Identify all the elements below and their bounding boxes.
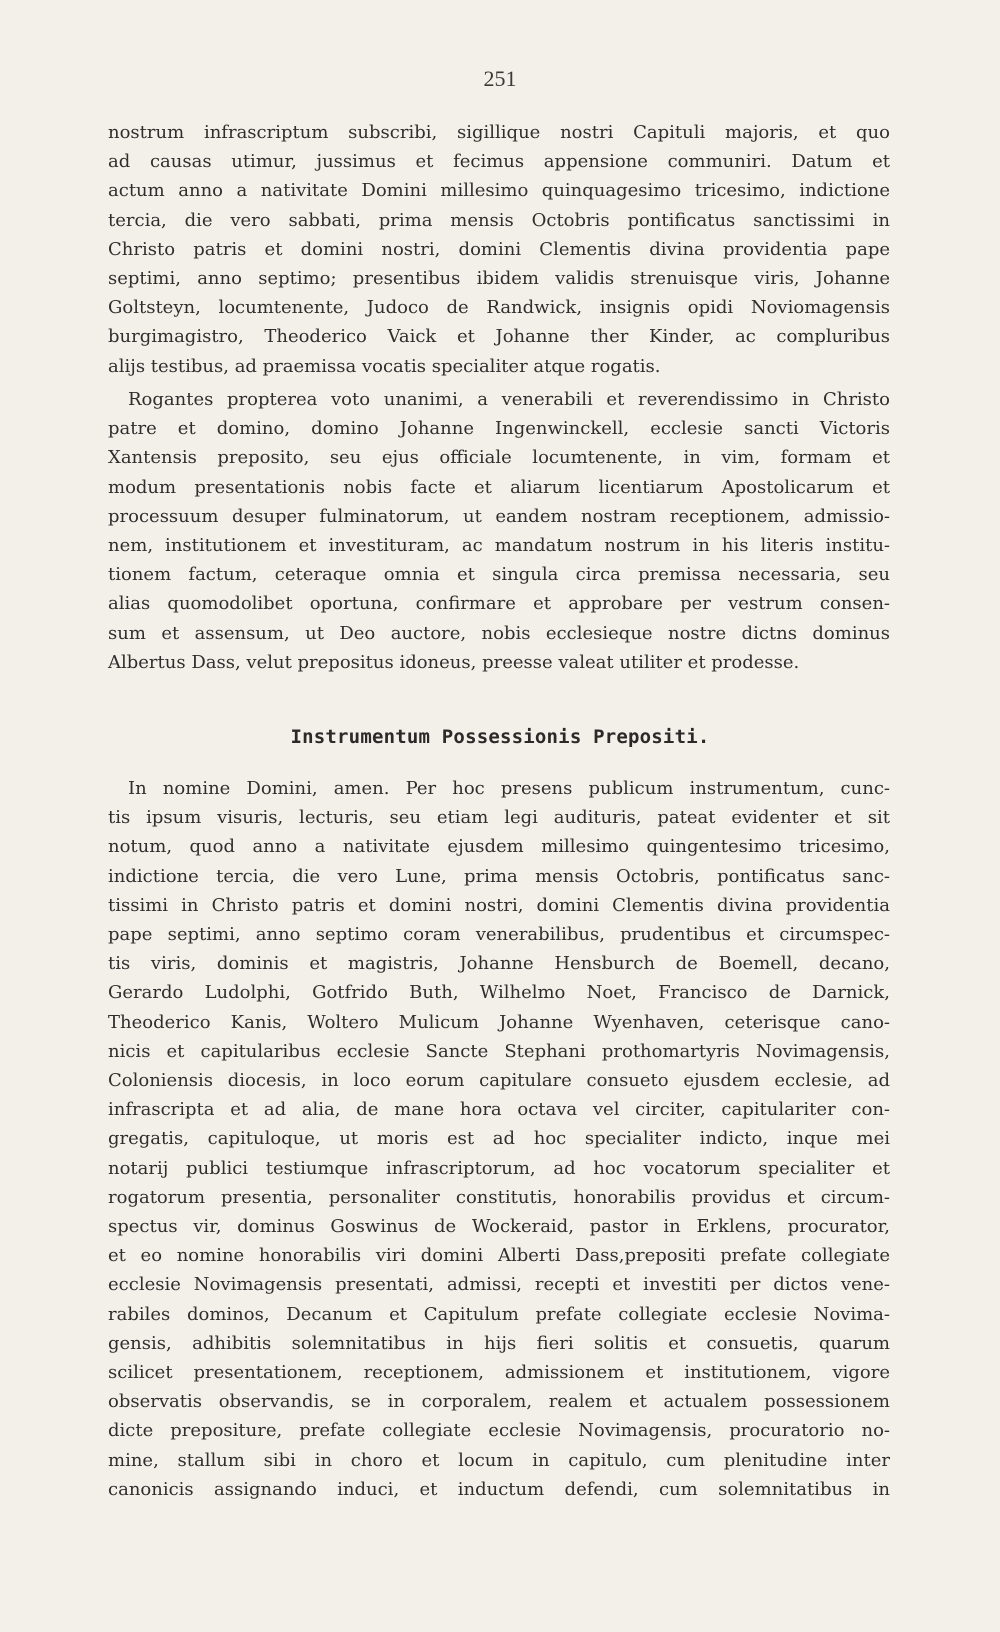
- text-line: processuum desuper fulminatorum, ut eandem nostram receptionem, admissio-: [108, 505, 890, 527]
- text-line: notum, quod anno a nativitate ejusdem millesimo quingentesimo tricesimo,: [108, 836, 890, 858]
- text-line: Xantensis preposito, seu ejus officiale locumtenente, in vim, formam et: [108, 447, 890, 469]
- text-line: scilicet presentationem, receptionem, admissionem et institutionem, vigore: [108, 1362, 890, 1384]
- text-line: canonicis assignando induci, et inductum defendi, cum solemnitatibus in: [108, 1478, 890, 1500]
- text-line: ecclesie Novimagensis presentati, admissi, recepti et investiti per dictos vene-: [108, 1274, 890, 1296]
- text-line: nem, institutionem et investituram, ac mandatum nostrum in his literis institu-: [108, 535, 890, 557]
- text-line: gregatis, capituloque, ut moris est ad hoc specialiter indicto, inque mei: [108, 1128, 890, 1150]
- page-number: 251: [483, 66, 517, 91]
- text-line: gensis, adhibitis solemnitatibus in hijs fieri solitis et consuetis, quarum: [108, 1332, 890, 1354]
- text-line: ad causas utimur, jussimus et fecimus appensione communiri. Datum et: [108, 151, 890, 173]
- text-line: modum presentationis nobis facte et aliarum licentiarum Apostolicarum et: [108, 476, 890, 498]
- text-line: burgimagistro, Theoderico Vaick et Johanne ther Kinder, ac compluribus: [108, 326, 890, 348]
- text-line: notarij publici testiumque infrascriptorum, ad hoc vocatorum specialiter et: [108, 1157, 890, 1179]
- section-heading: Instrumentum Possessionis Prepositi.: [290, 726, 710, 748]
- text-line: infrascripta et ad alia, de mane hora octava vel circiter, capitulariter con-: [108, 1099, 890, 1121]
- text-line: In nomine Domini, amen. Per hoc presens publicum instrumentum, cunc-: [128, 778, 890, 799]
- text-line: tissimi in Christo patris et domini nostri, domini Clementis divina providentia: [108, 894, 890, 916]
- text-line: Goltsteyn, locumtenente, Judoco de Randwick, insignis opidi Noviomagensis: [108, 297, 890, 319]
- text-line: rogatorum presentia, personaliter constitutis, honorabilis providus et circum-: [108, 1186, 890, 1208]
- text-line: Gerardo Ludolphi, Gotfrido Buth, Wilhelmo Noet, Francisco de Darnick,: [108, 982, 890, 1004]
- paragraph-rogantes: [108, 385, 890, 677]
- text-line: spectus vir, dominus Goswinus de Wockeraid, pastor in Erklens, procurator,: [108, 1216, 890, 1238]
- text-line: actum anno a nativitate Domini millesimo quinquagesimo tricesimo, indictione: [108, 180, 890, 202]
- text-line: septimi, anno septimo; presentibus ibidem validis strenuisque viris, Johanne: [108, 268, 890, 290]
- text-line: rabiles dominos, Decanum et Capitulum prefate collegiate ecclesie Novima-: [108, 1303, 890, 1325]
- text-line: sum et assensum, ut Deo auctore, nobis ecclesieque nostre dictns dominus: [108, 622, 890, 644]
- paragraph-in-nomine: [108, 774, 890, 1504]
- text-line: et eo nomine honorabilis viri domini Alberti Dass,prepositi prefate collegiate: [108, 1245, 890, 1267]
- paragraph-continuation: [108, 118, 890, 381]
- text-line: Albertus Dass, velut prepositus idoneus, preesse valeat utiliter et prodesse.: [108, 651, 800, 673]
- text-line: tis ipsum visuris, lecturis, seu etiam legi audituris, pateat evidenter et sit: [108, 807, 890, 829]
- text-line: pape septimi, anno septimo coram venerabilibus, prudentibus et circumspec-: [108, 924, 890, 946]
- text-line: Christo patris et domini nostri, domini Clementis divina providentia pape: [108, 238, 890, 260]
- text-line: tercia, die vero sabbati, prima mensis Octobris pontificatus sanctissimi in: [108, 209, 890, 231]
- text-line: dicte prepositure, prefate collegiate ecclesie Novimagensis, procuratorio no-: [108, 1420, 890, 1442]
- text-line: tis viris, dominis et magistris, Johanne Hensburch de Boemell, decano,: [108, 953, 890, 975]
- text-line: nostrum infrascriptum subscribi, sigillique nostri Capituli majoris, et quo: [108, 122, 890, 143]
- text-line: nicis et capitularibus ecclesie Sancte Stephani prothomartyris Novimagensis,: [108, 1040, 890, 1062]
- text-line: indictione tercia, die vero Lune, prima mensis Octobris, pontificatus sanc-: [108, 865, 890, 887]
- text-line: patre et domino, domino Johanne Ingenwinckell, ecclesie sancti Victoris: [108, 418, 890, 440]
- text-line: Coloniensis diocesis, in loco eorum capitulare consueto ejusdem ecclesie, ad: [108, 1070, 890, 1092]
- text-line: alijs testibus, ad praemissa vocatis specialiter atque rogatis.: [108, 355, 661, 377]
- text-line: mine, stallum sibi in choro et locum in capitulo, cum plenitudine inter: [108, 1449, 890, 1471]
- text-line: Theoderico Kanis, Woltero Mulicum Johanne Wyenhaven, ceterisque cano-: [108, 1011, 890, 1033]
- text-line: tionem factum, ceteraque omnia et singula circa premissa necessaria, seu: [108, 564, 890, 586]
- text-line: alias quomodolibet oportuna, confirmare et approbare per vestrum consen-: [108, 593, 890, 615]
- text-line: Rogantes propterea voto unanimi, a venerabili et reverendissimo in Christo: [128, 389, 890, 410]
- text-line: observatis observandis, se in corporalem, realem et actualem possessionem: [108, 1391, 890, 1413]
